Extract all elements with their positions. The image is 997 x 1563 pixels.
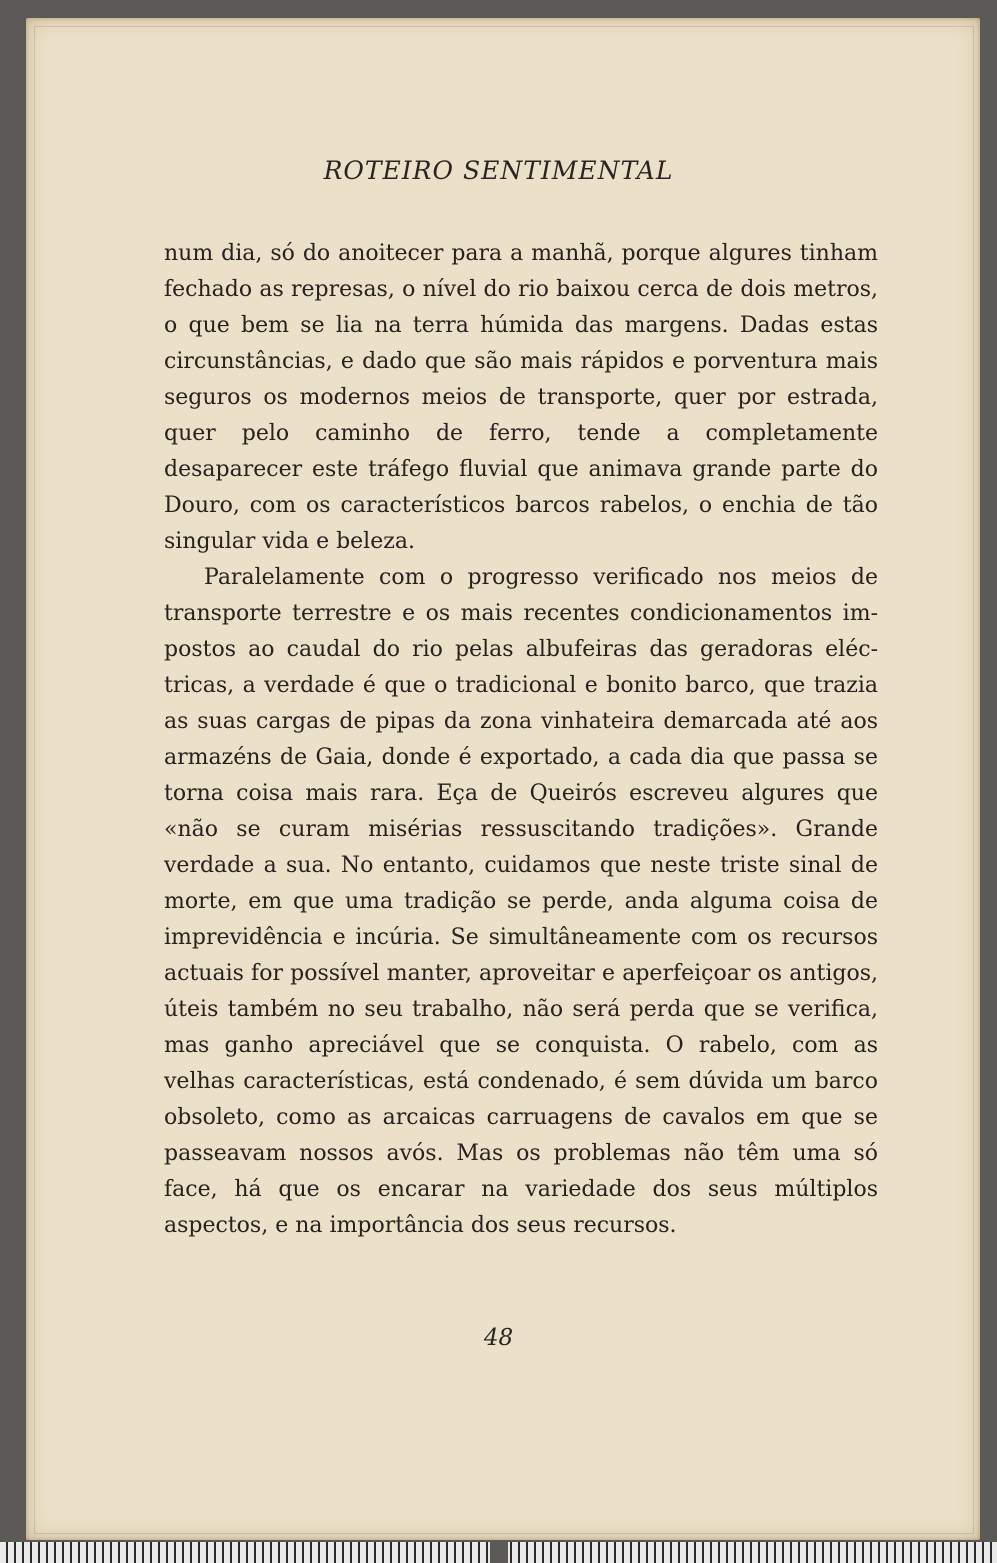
running-head: ROTEIRO SENTIMENTAL — [323, 156, 674, 185]
paragraph-2: Paralelamente com o progresso verificado nos meios de transporte terrestre e os mais recentes condicionamentos impostos ao caudal do rio pelas albufeiras das geradoras eléctricas, a verdade é que o tradicional e bonito barco, que trazia as suas cargas de pipas da zona vinhateira demarcada até aos armazéns de Gaia, donde é exportado, a cada dia que passa se torna coisa mais rara. Eça de Queirós escreveu algures que «não se curam misérias ressuscitando tradições». Grande verdade a sua. No entanto, cuidamos que neste triste sinal de morte, em que uma tradição se perde, anda alguma coisa de imprevidência e incúria. Se simultâneamente com os recursos actuais for possível manter, aproveitar e aperfeiçoar os antigos, úteis também no seu trabalho, não será perda que se verifica, mas ganho apreciável que se conquista. O rabelo, com as velhas características, está condenado, é sem dúvida um barco obsoleto, como as arcaicas carruagens de cavalos em que se passeavam nossos avós. Mas os problemas não têm uma só face, há que os encarar na variedade dos seus múltiplos aspectos, e na importância dos seus recursos. — [164, 565, 878, 1238]
body-text — [164, 236, 878, 1244]
ruler-gap — [490, 1542, 508, 1563]
page-number: 48 — [483, 1325, 514, 1351]
paragraph-1: num dia, só do anoitecer para a manhã, porque algures tinham fechado as represas, o nível do rio baixou cerca de dois metros, o que bem se lia na terra húmida das margens. Dadas estas circunstâncias, e dado que são mais rápidos e porventura mais seguros os modernos meios de transporte, quer por estrada, quer pelo caminho de ferro, tende a completamente desaparecer este tráfego fluvial que animava grande parte do Douro, com os característicos barcos rabelos, o enchia de tão singular vida e beleza. — [164, 241, 878, 554]
